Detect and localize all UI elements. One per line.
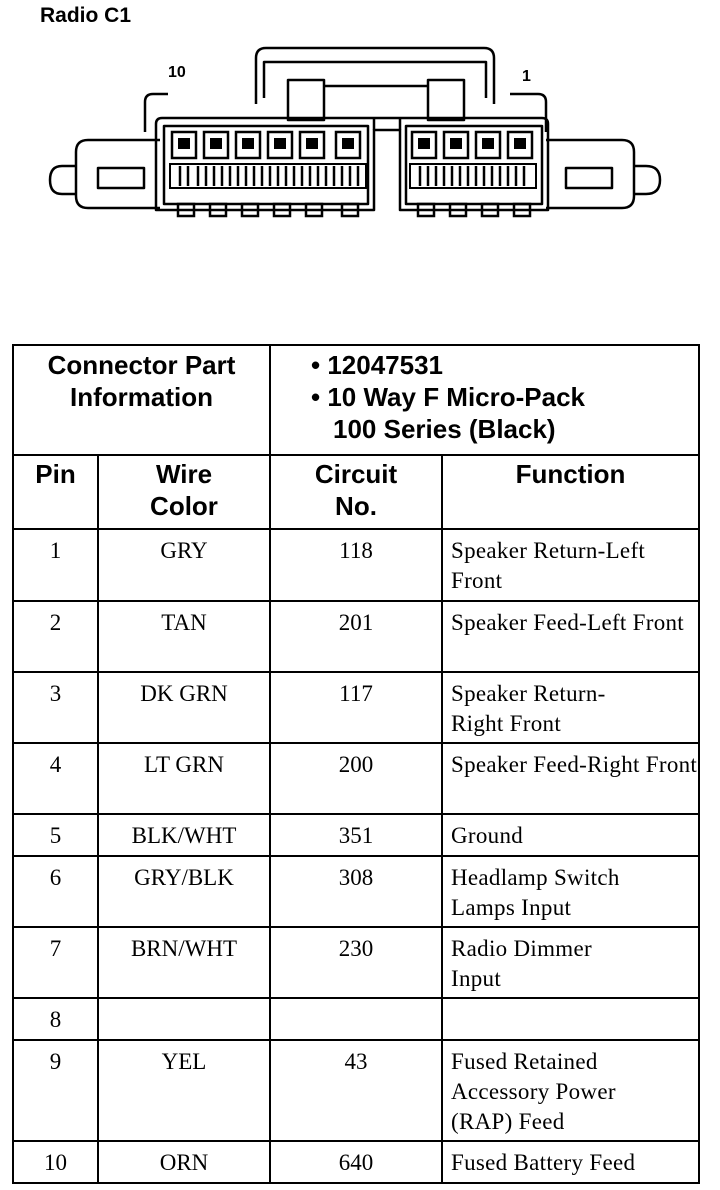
circuit-cell: 351 [270,814,442,856]
circuit-cell: 43 [270,1040,442,1141]
pin-cell: 1 [13,529,98,601]
column-header-circuit-line2: No. [335,491,377,521]
table-row [13,856,699,927]
connector-series: 100 Series (Black) [333,414,556,444]
wire-color-cell: YEL [98,1040,270,1141]
pin-cell: 6 [13,856,98,927]
circuit-cell: 117 [270,672,442,743]
pin-cell: 2 [13,601,98,672]
pin-cell: 9 [13,1040,98,1141]
pin-cell: 8 [13,998,98,1040]
function-cell [442,998,699,1040]
part-info-label-line2: Information [70,382,213,412]
connector-latch-right [428,80,464,120]
table-row [13,1040,699,1141]
column-header-circuit-line1: Circuit [314,459,398,489]
diagram-title: Radio C1 [40,4,132,27]
function-cell: Ground [442,814,699,856]
column-header-circuit [270,455,442,529]
part-info-row [13,345,699,455]
connector-diagram [0,0,720,240]
part-number: • 12047531 [311,350,444,380]
table-row [13,998,699,1040]
wire-color-cell [98,998,270,1040]
connector-latch-left [288,80,324,120]
wire-color-cell: DK GRN [98,672,270,743]
table-row [13,672,699,743]
column-header-wire-color-line2: Color [150,491,218,521]
table-row [13,1141,699,1183]
function-cell: Fused Battery Feed [442,1141,699,1183]
circuit-cell: 308 [270,856,442,927]
circuit-cell: 200 [270,743,442,814]
wire-color-cell: GRY/BLK [98,856,270,927]
part-info-label-line1: Connector Part [47,350,236,380]
table-row [13,743,699,814]
pin-cell: 3 [13,672,98,743]
connector-lever-outer [256,48,494,104]
function-cell: Speaker Return-Left Front [442,529,699,601]
wire-color-cell: BLK/WHT [98,814,270,856]
connector-flange-left-knob [50,166,76,194]
table-row [13,529,699,601]
latch-row-left [170,164,366,188]
column-header-row [13,455,699,529]
column-header-wire-color-line1: Wire [155,459,213,489]
connector-slot-right [566,168,612,188]
function-cell: Speaker Return-Right Front [442,672,699,743]
circuit-cell: 201 [270,601,442,672]
circuit-cell [270,998,442,1040]
column-header-wire-color [98,455,270,529]
function-cell: Fused Retained Accessory Power (RAP) Feed [442,1040,699,1141]
wire-color-cell: LT GRN [98,743,270,814]
circuit-cell: 640 [270,1141,442,1183]
part-info-label [13,345,270,455]
pin-cell: 4 [13,743,98,814]
wire-color-cell: ORN [98,1141,270,1183]
table-row [13,601,699,672]
wire-color-cell: GRY [98,529,270,601]
column-header-function: Function [442,455,699,529]
connector-slot-left [98,168,144,188]
column-header-pin: Pin [13,455,98,529]
function-cell: Radio Dimmer Input [442,927,699,998]
wire-color-cell: TAN [98,601,270,672]
connector-flange-right [546,140,634,208]
function-cell: Headlamp Switch Lamps Input [442,856,699,927]
function-cell: Speaker Feed-Left Front [442,601,699,672]
pin-1-label: 1 [522,68,531,85]
connector-keyway [374,118,400,130]
connector-flange-left [76,140,160,208]
table-row [13,814,699,856]
table-row [13,927,699,998]
circuit-cell: 230 [270,927,442,998]
pin-cell: 10 [13,1141,98,1183]
pin-cell: 5 [13,814,98,856]
connector-type: • 10 Way F Micro-Pack [311,382,586,412]
function-cell: Speaker Feed-Right Front [442,743,699,814]
part-info-value [270,345,699,455]
pin-cell: 7 [13,927,98,998]
wire-color-cell: BRN/WHT [98,927,270,998]
connector-info-table [12,344,700,1184]
circuit-cell: 118 [270,529,442,601]
connector-flange-right-knob [634,166,660,194]
pin-10-label: 10 [168,64,186,81]
